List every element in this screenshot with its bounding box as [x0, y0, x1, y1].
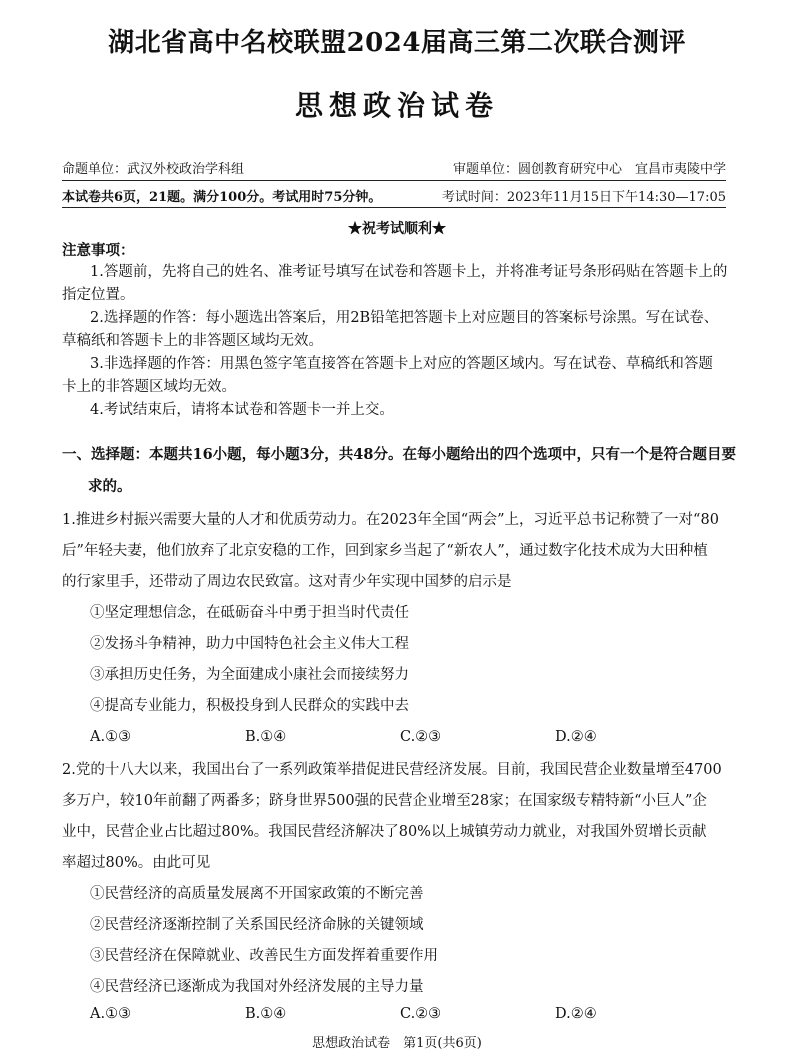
question-2-stem: 多万户，较10年前翻了两番多；跻身世界500强的民营企业增至28家；在国家级专精特新“小巨人”企 [62, 793, 707, 809]
question-1-option-b: B.①④ [245, 729, 287, 745]
question-2-option-c: C.②③ [400, 1006, 442, 1022]
question-1-item: ①坚定理想信念，在砥砺奋斗中勇于担当时代责任 [90, 605, 409, 621]
question-2-item: ②民营经济逐渐控制了关系国民经济命脉的关键领域 [90, 917, 424, 933]
section-heading: 求的。 [88, 478, 132, 495]
paper-info-text: 本试卷共6页，21题。满分100分。考试用时75分钟。 [62, 190, 382, 205]
header-divider-2 [62, 207, 726, 208]
notes-line: 1.答题前，先将自己的姓名、准考证号填写在试卷和答题卡上，并将准考证号条形码贴在答题卡上的 [90, 264, 728, 280]
notes-line: 4.考试结束后，请将本试卷和答题卡一并上交。 [90, 402, 394, 418]
exam-time-text: 考试时间：2023年11月15日下午14:30—17:05 [441, 190, 726, 205]
question-1-stem: 的行家里手，还带动了周边农民致富。这对青少年实现中国梦的启示是 [62, 574, 512, 590]
question-1-option-d: D.②④ [555, 729, 597, 745]
question-2-stem: 2.党的十八大以来，我国出台了一系列政策举措促进民营经济发展。目前，我国民营企业数量增至4700 [62, 762, 722, 778]
question-1-item: ②发扬斗争精神，助力中国特色社会主义伟大工程 [90, 636, 409, 652]
notes-line: 指定位置。 [62, 287, 135, 303]
notes-title: 注意事项： [62, 242, 135, 259]
question-2-item: ③民营经济在保障就业、改善民生方面发挥着重要作用 [90, 948, 438, 964]
question-2-option-a: A.①③ [90, 1006, 132, 1022]
question-2-stem: 业中，民营企业占比超过80%。我国民营经济解决了80%以上城镇劳动力就业，对我国外贸增长贡献 [62, 824, 707, 840]
question-2-item: ①民营经济的高质量发展离不开国家政策的不断完善 [90, 886, 424, 902]
question-1-item: ④提高专业能力，积极投身到人民群众的实践中去 [90, 698, 409, 714]
question-1-stem: 1.推进乡村振兴需要大量的人才和优质劳动力。在2023年全国“两会”上，习近平总书记称赞了一对“80 [62, 512, 719, 528]
good-luck-banner: ★祝考试顺利★ [348, 221, 446, 237]
exam-subtitle: 思想政治试卷 [294, 89, 499, 122]
question-2-stem: 率超过80%。由此可见 [62, 855, 211, 871]
section-heading: 一、选择题：本题共16小题，每小题3分，共48分。在每小题给出的四个选项中，只有一个是符合题目要 [62, 446, 736, 463]
header-divider [62, 180, 726, 181]
notes-line: 草稿纸和答题卡上的非答题区域均无效。 [62, 333, 323, 349]
question-1-option-c: C.②③ [400, 729, 442, 745]
question-2-item: ④民营经济已逐渐成为我国对外经济发展的主导力量 [90, 979, 424, 995]
notes-line: 2.选择题的作答：每小题选出答案后，用2B铅笔把答题卡上对应题目的答案标号涂黑。写在试卷、 [90, 310, 719, 326]
notes-line: 3.非选择题的作答：用黑色签字笔直接答在答题卡上对应的答题区域内。写在试卷、草稿纸和答题 [90, 356, 713, 372]
question-2-option-d: D.②④ [555, 1006, 597, 1022]
exam-title: 湖北省高中名校联盟2024届高三第二次联合测评 [108, 28, 686, 58]
question-1-option-a: A.①③ [90, 729, 132, 745]
proposer-text: 命题单位：武汉外校政治学科组 [62, 162, 245, 177]
page-footer: 思想政治试卷 第1页(共6页) [312, 1036, 482, 1051]
question-2-option-b: B.①④ [245, 1006, 287, 1022]
question-1-stem: 后”年轻夫妻，他们放弃了北京安稳的工作，回到家乡当起了“新农人”，通过数字化技术成为大田种植 [62, 543, 708, 559]
reviewer-text: 审题单位：圆创教育研究中心 宜昌市夷陵中学 [452, 162, 726, 177]
notes-line: 卡上的非答题区域均无效。 [62, 379, 236, 395]
question-1-item: ③承担历史任务，为全面建成小康社会而接续努力 [90, 667, 409, 683]
